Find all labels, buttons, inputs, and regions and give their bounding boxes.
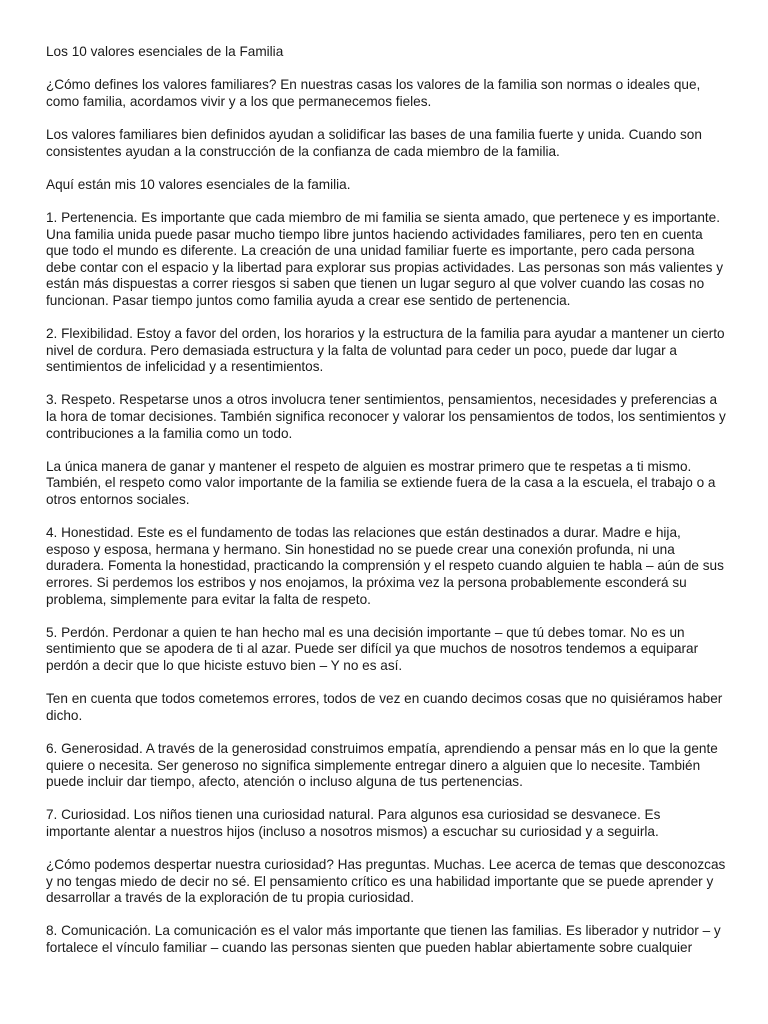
paragraph-intro-question: ¿Cómo defines los valores familiares? En nuestras casas los valores de la familia son normas o ideales que, como familia, acordamos vivir y a los que permanecemos fieles. — [46, 77, 701, 109]
paragraph-curiosidad-detail: ¿Cómo podemos despertar nuestra curiosidad? Has preguntas. Muchas. Lee acerca de temas que desconozcas y no tengas miedo de decir no sé. El pensamiento crítico es una habilidad importante que se puede aprender y desarrollar a través de la exploración de tu propia curiosidad. — [46, 857, 726, 906]
paragraph-value-comunicacion: 8. Comunicación. La comunicación es el valor más importante que tienen las familias. Es liberador y nutridor – y fortalece el vínculo familiar – cuando las personas sienten que pueden hablar abiertamente sobre cualquier — [46, 923, 721, 956]
paragraph-respeto-detail: La única manera de ganar y mantener el respeto de alguien es mostrar primero que te respetas a ti mismo. También, el respeto como valor importante de la familia se extiende fuera de la casa a la escuela, el trabajo o a otros entornos sociales. — [46, 458, 716, 508]
paragraph-value-honestidad: 4. Honestidad. Este es el fundamento de todas las relaciones que están destinados a durar. Madre e hija, esposo y esposa, hermana y hermano. Sin honestidad no se puede crear una conexión profunda, ni una duradera. Fomenta la honestidad, practicando la comprensión y el respeto cuando alguien te habla – aún de sus errores. Si perdemos los estribos y nos enojamos, la próxima vez la persona probablemente esconderá su problema, simplemente para evitar la falta de respeto. — [46, 525, 724, 607]
paragraph-value-generosidad: 6. Generosidad. A través de la generosidad construimos empatía, aprendiendo a pensar más en lo que la gente quiere o necesita. Ser generoso no significa simplemente entregar dinero a alguien que lo necesite. También puede incluir dar tiempo, afecto, atención o incluso alguna de tus pertenencias. — [46, 740, 718, 790]
paragraph-value-curiosidad: 7. Curiosidad. Los niños tienen una curiosidad natural. Para algunos esa curiosidad se desvanece. Es importante alentar a nuestros hijos (incluso a nosotros mismos) a escuchar su curiosidad y a seguirla. — [46, 807, 661, 839]
paragraph-value-perdon: 5. Perdón. Perdonar a quien te han hecho mal es una decisión importante – que tú debes tomar. No es un sentimiento que se apodera de ti al azar. Puede ser difícil ya que muchos de nosotros tendemos a equiparar perdón a decir que lo que hiciste estuvo bien – Y no es así. — [46, 624, 699, 673]
document-page — [46, 44, 726, 973]
document-title: Los 10 valores esenciales de la Familia — [46, 44, 284, 59]
paragraph-value-pertenencia: 1. Pertenencia. Es importante que cada miembro de mi familia se sienta amado, que pertenece y es importante. Una familia unida puede pasar mucho tiempo libre juntos haciendo actividades familiares, pero ten en cuenta que todo el mundo es diferente. La creación de una unidad familiar fuerte es importante, pero cada persona debe contar con el espacio y la libertad para explorar sus propias actividades. Las personas son más valientes y están más dispuestas a correr riesgos si saben que tienen un lugar seguro al que volver cuando las cosas no funcionan. Pasar tiempo juntos como familia ayuda a crear ese sentido de pertenencia. — [46, 209, 724, 308]
paragraph-perdon-detail: Ten en cuenta que todos cometemos errores, todos de vez en cuando decimos cosas que no quisiéramos haber dicho. — [46, 691, 723, 723]
paragraph-value-respeto: 3. Respeto. Respetarse unos a otros involucra tener sentimientos, pensamientos, necesidades y preferencias a la hora de tomar decisiones. También significa reconocer y valorar los pensamientos de todos, los sentimientos y contribuciones a la familia como un todo. — [46, 392, 726, 441]
paragraph-value-flexibilidad: 2. Flexibilidad. Estoy a favor del orden, los horarios y la estructura de la familia para ayudar a mantener un cierto nivel de cordura. Pero demasiada estructura y la falta de voluntad para ceder un poco, puede dar lugar a sentimientos de infelicidad y a resentimientos. — [46, 326, 725, 375]
paragraph-intro-definition: Los valores familiares bien definidos ayudan a solidificar las bases de una familia fuerte y unida. Cuando son consistentes ayudan a la construcción de la confianza de cada miembro de la familia. — [46, 126, 702, 159]
paragraph-list-intro: Aquí están mis 10 valores esenciales de la familia. — [46, 176, 351, 192]
